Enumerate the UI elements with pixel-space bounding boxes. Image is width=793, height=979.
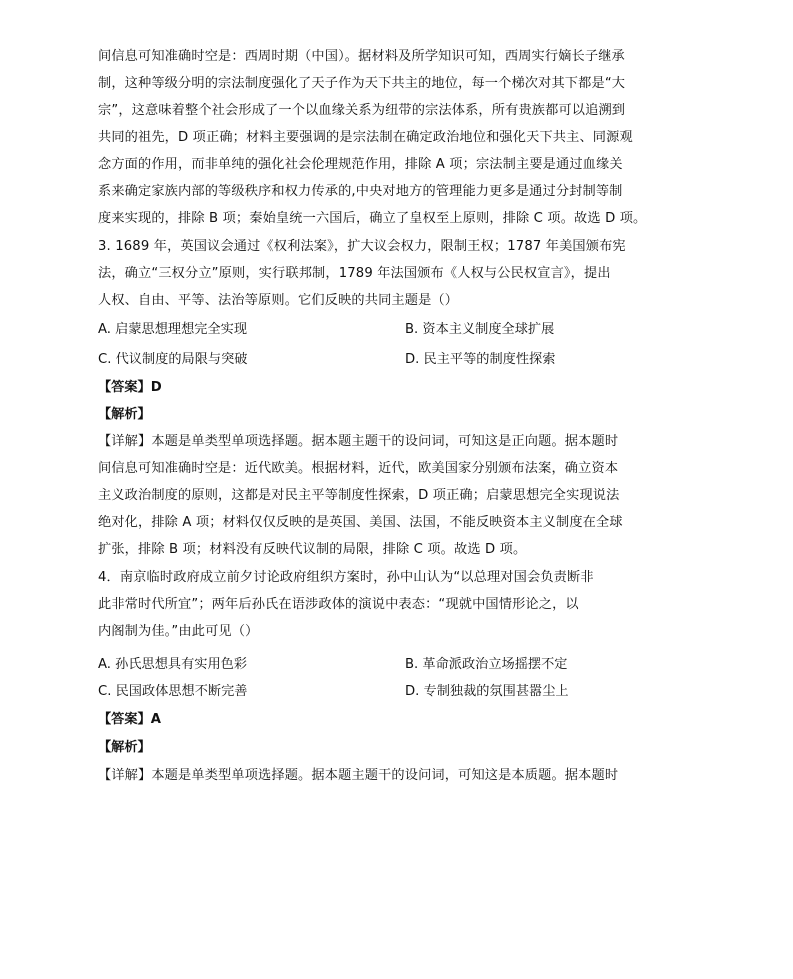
q3-detail-line: 间信息可知准确时空是：近代欧美。根据材料，近代，欧美国家分别颁布法案，确立资本: [98, 461, 619, 476]
q3-analysis-label: 【解析】: [98, 407, 151, 422]
question-3-stem: 3. 1689 年，英国议会通过《权利法案》，扩大议会权力，限制王权；1787 年美国颁布宪: [98, 239, 626, 254]
text-line: 间信息可知准确时空是：西周时期（中国）。据材料及所学知识可知，西周实行嫡长子继承: [98, 49, 625, 64]
q3-answer: 【答案】D: [98, 380, 162, 395]
question-4-stem: 此非常时代所宜”；两年后孙氏在语涉政体的演说中表态：“现就中国情形论之，以: [98, 597, 579, 612]
q3-option-c: C. 代议制度的局限与突破: [98, 352, 248, 367]
q3-detail-line: 绝对化，排除 A 项；材料仅仅反映的是英国、美国、法国，不能反映资本主义制度在全球: [98, 515, 623, 530]
q4-answer: 【答案】A: [98, 712, 161, 727]
text-line: 念方面的作用，而非单纯的强化社会伦理规范作用，排除 A 项；宗法制主要是通过血缘关: [98, 157, 623, 172]
text-line: 共同的祖先，D 项正确；材料主要强调的是宗法制在确定政治地位和强化天下共主、同源观: [98, 130, 633, 145]
question-4-stem: 4．南京临时政府成立前夕讨论政府组织方案时，孙中山认为“以总理对国会负责断非: [98, 570, 594, 585]
question-3-stem: 人权、自由、平等、法治等原则。它们反映的共同主题是（）: [98, 293, 459, 308]
q4-analysis-label: 【解析】: [98, 740, 151, 755]
q4-option-d: D. 专制独裁的氛围甚嚣尘上: [405, 684, 569, 699]
text-line: 系来确定家族内部的等级秩序和权力传承的,中央对地方的管理能力更多是通过分封制等制: [98, 184, 623, 199]
q3-detail-line: 【详解】本题是单类型单项选择题。据本题主题干的设问词，可知这是正向题。据本题时: [98, 434, 619, 449]
q4-detail-line: 【详解】本题是单类型单项选择题。据本题主题干的设问词，可知这是本质题。据本题时: [98, 768, 619, 783]
q3-detail-line: 主义政治制度的原则，这都是对民主平等制度性探索，D 项正确；启蒙思想完全实现说法: [98, 488, 620, 503]
q3-option-b: B. 资本主义制度全球扩展: [405, 322, 555, 337]
q3-option-d: D. 民主平等的制度性探索: [405, 352, 556, 367]
text-line: 度来实现的，排除 B 项；秦始皇统一六国后，确立了皇权至上原则，排除 C 项。故选 D 项。: [98, 211, 647, 226]
q3-detail-line: 扩张，排除 B 项；材料没有反映代议制的局限，排除 C 项。故选 D 项。: [98, 542, 527, 557]
question-4-stem: 内阁制为佳。”由此可见（）: [98, 624, 259, 639]
q4-option-a: A. 孙氏思想具有实用色彩: [98, 657, 248, 672]
question-3-stem: 法，确立“三权分立”原则，实行联邦制，1789 年法国颁布《人权与公民权宣言》，提出: [98, 266, 611, 281]
text-line: 制，这种等级分明的宗法制度强化了天子作为天下共主的地位，每一个梯次对其下都是“大: [98, 76, 626, 91]
q4-option-c: C. 民国政体思想不断完善: [98, 684, 248, 699]
text-line: 宗”，这意味着整个社会形成了一个以血缘关系为纽带的宗法体系，所有贵族都可以追溯到: [98, 103, 626, 118]
q4-option-b: B. 革命派政治立场摇摆不定: [405, 657, 568, 672]
q3-option-a: A. 启蒙思想理想完全实现: [98, 322, 248, 337]
